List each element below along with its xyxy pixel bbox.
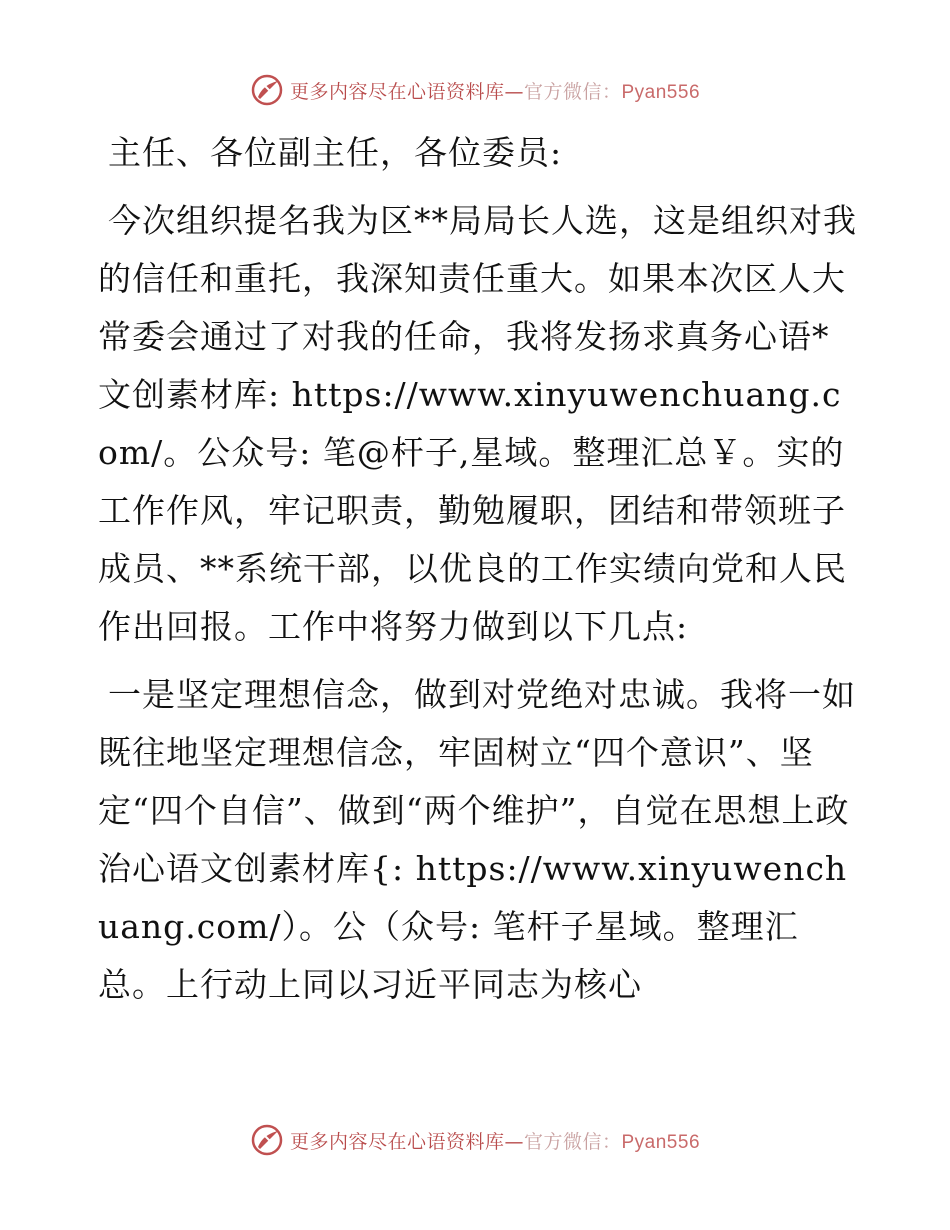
watermark-dash: —	[504, 1130, 524, 1153]
watermark-wechat-id: Pyan556	[621, 1131, 701, 1153]
watermark-slogan: 更多内容尽在心语资料库	[289, 1130, 505, 1153]
watermark-slogan: 更多内容尽在心语资料库	[289, 80, 505, 103]
header-watermark	[0, 70, 950, 110]
watermark-text	[290, 1127, 700, 1154]
watermark-wechat-id: Pyan556	[621, 81, 701, 103]
watermark-wechat-label: 官方微信：	[523, 80, 622, 103]
watermark-wechat-label: 官方微信：	[523, 1130, 622, 1153]
paragraph-2-text: 一是坚定理想信念，做到对党绝对忠诚。我将一如既往地坚定理想信念，牢固树立“四个意识”、坚定“四个自信”、做到“两个维护”，自觉在思想上政治心语文创素材库{: https://www.xinyuwenchuang.com/）。公（众号: 笔杆子星域。整理汇总。上行动上同以习近平同志为核心	[98, 675, 856, 1004]
salutation: 主任、各位副主任，各位委员:	[108, 133, 563, 172]
watermark-text	[290, 77, 700, 104]
footer-watermark	[0, 1120, 950, 1160]
paragraph-1-text: 今次组织提名我为区**局局长人选，这是组织对我的信任和重托，我深知责任重大。如果本次区人大常委会通过了对我的任命，我将发扬求真务心语*文创素材库: https://www.xinyuwenchuang.com/。公众号: 笔@杆子,星域。整理汇总￥。实的工作作风，牢记职责，勤勉履职，团结和带领班子成员、**系统干部，以优良的工作实绩向党和人民作出回报。工作中将努力做到以下几点:	[98, 201, 857, 646]
document-body	[98, 124, 858, 1024]
pen-logo-icon	[250, 1123, 284, 1157]
paragraph-2	[98, 666, 858, 1014]
paragraph-1	[98, 192, 858, 656]
pen-logo-icon	[250, 73, 284, 107]
watermark-dash: —	[504, 80, 524, 103]
